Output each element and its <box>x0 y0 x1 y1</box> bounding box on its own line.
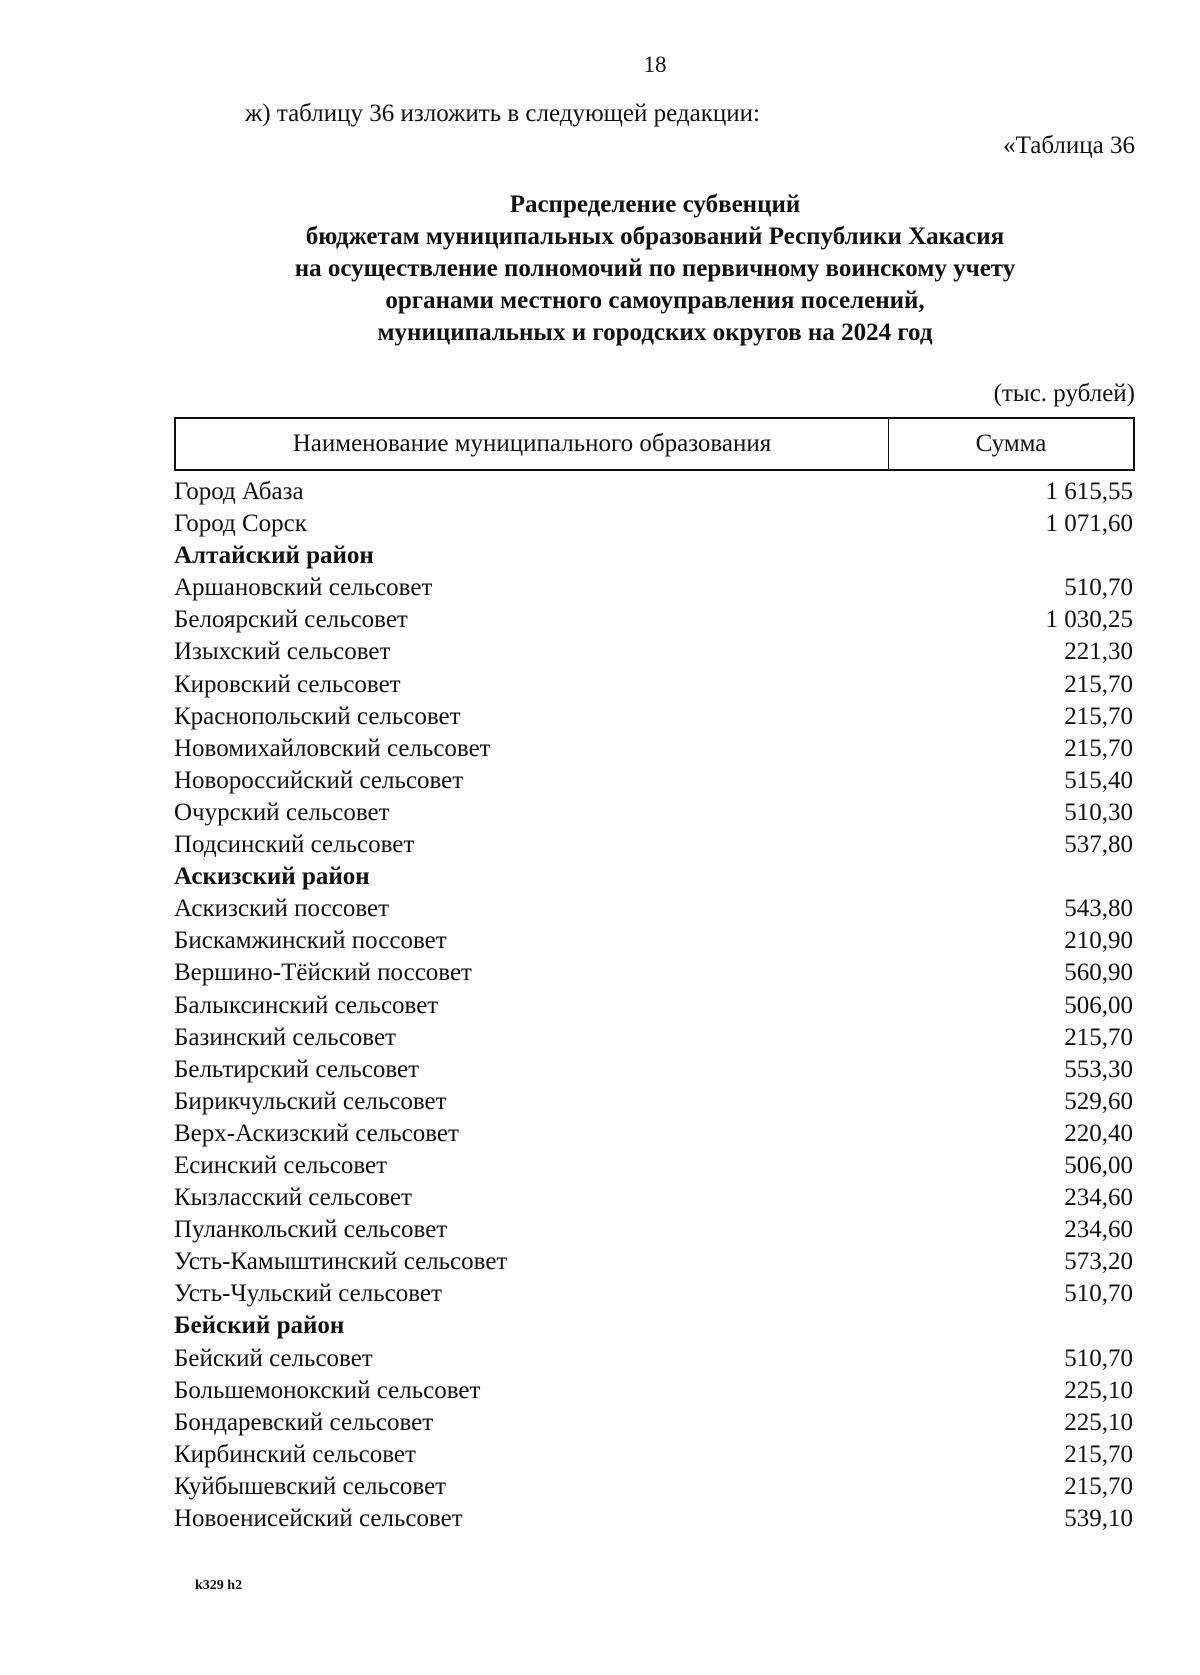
row-name: Усть-Камыштинский сельсовет <box>174 1248 508 1276</box>
table-row <box>174 572 1135 604</box>
table-group-row <box>174 861 1135 893</box>
table-row <box>174 508 1135 540</box>
table-row <box>174 893 1135 925</box>
row-name: Город Сорск <box>174 510 307 538</box>
row-value: 510,70 <box>1064 1280 1133 1308</box>
row-value: 506,00 <box>1064 991 1133 1019</box>
table-row <box>174 765 1135 797</box>
row-value: 215,70 <box>1064 734 1133 762</box>
title-line: Распределение субвенций <box>509 191 801 218</box>
row-value: 515,40 <box>1064 766 1133 794</box>
table-row <box>174 797 1135 829</box>
row-name: Изыхский сельсовет <box>174 638 391 666</box>
row-value: 215,70 <box>1064 670 1133 698</box>
row-value: 510,70 <box>1064 574 1133 602</box>
row-name: Алтайский район <box>174 542 374 570</box>
row-name: Кызласский сельсовет <box>174 1184 412 1212</box>
row-name: Большемонокский сельсовет <box>174 1376 481 1404</box>
table-row <box>174 925 1135 957</box>
row-name: Аскизский район <box>174 863 370 891</box>
table-group-row <box>174 540 1135 572</box>
table-row <box>174 1054 1135 1086</box>
row-value <box>1133 861 1135 893</box>
row-name: Аршановский сельсовет <box>174 574 433 602</box>
row-name: Бельтирский сельсовет <box>174 1055 420 1083</box>
table-row <box>174 1471 1135 1503</box>
row-value: 221,30 <box>1064 638 1133 666</box>
row-value: 537,80 <box>1064 831 1133 859</box>
table-row <box>174 636 1135 668</box>
row-name: Кирбинский сельсовет <box>174 1440 416 1468</box>
table-row <box>174 1214 1135 1246</box>
row-value: 510,30 <box>1064 798 1133 826</box>
table-row <box>174 669 1135 701</box>
row-name: Базинский сельсовет <box>174 1023 396 1051</box>
row-value: 225,10 <box>1064 1408 1133 1436</box>
table-row <box>174 604 1135 636</box>
row-name: Город Абаза <box>174 478 304 505</box>
row-value: 225,10 <box>1064 1376 1133 1404</box>
row-value: 215,70 <box>1064 1023 1133 1051</box>
units-label: (тыс. рублей) <box>993 380 1135 407</box>
table-row <box>174 1118 1135 1150</box>
row-name: Белоярский сельсовет <box>174 606 408 634</box>
table-row <box>174 1246 1135 1278</box>
table-body <box>174 476 1135 1535</box>
row-name: Новороссийский сельсовет <box>174 766 464 794</box>
table-row <box>174 1439 1135 1471</box>
table-label: «Таблица 36 <box>1003 132 1135 159</box>
table-row <box>174 1086 1135 1118</box>
intro-text: ж) таблицу 36 изложить в следующей редакции: <box>245 100 760 127</box>
row-name: Подсинский сельсовет <box>174 831 415 859</box>
row-name: Усть-Чульский сельсовет <box>174 1280 442 1308</box>
row-value: 215,70 <box>1064 1440 1133 1468</box>
table-row <box>174 957 1135 989</box>
table-row <box>174 1150 1135 1182</box>
row-value: 510,70 <box>1064 1344 1133 1372</box>
row-name: Новоенисейский сельсовет <box>174 1505 463 1532</box>
title-line: бюджетам муниципальных образований Республики Хакасия <box>305 223 1005 250</box>
row-value: 543,80 <box>1064 895 1133 923</box>
title-line: органами местного самоуправления поселений, <box>385 287 925 314</box>
row-name: Бейский район <box>174 1312 345 1340</box>
title-line: муниципальных и городских округов на 2024 год <box>377 319 933 346</box>
table-row <box>174 701 1135 733</box>
row-value: 234,60 <box>1064 1184 1133 1212</box>
table-header <box>174 417 1135 471</box>
row-name: Очурский сельсовет <box>174 798 390 826</box>
row-value: 1 615,55 <box>1045 478 1133 505</box>
row-name: Бирикчульский сельсовет <box>174 1087 447 1115</box>
row-name: Балыксинский сельсовет <box>174 991 439 1019</box>
table-title <box>0 189 1200 349</box>
row-value: 210,90 <box>1064 927 1133 955</box>
row-value: 234,60 <box>1064 1216 1133 1244</box>
row-value: 573,20 <box>1064 1248 1133 1276</box>
row-name: Есинский сельсовет <box>174 1151 388 1179</box>
page-number: 18 <box>643 52 667 77</box>
row-name: Бискамжинский поссовет <box>174 927 447 955</box>
row-name: Краснопольский сельсовет <box>174 702 461 730</box>
table-row <box>174 1022 1135 1054</box>
footer-code: k329 h2 <box>195 1578 243 1593</box>
table-row <box>174 1503 1135 1535</box>
table-row <box>174 733 1135 765</box>
row-value: 1 071,60 <box>1045 510 1133 538</box>
row-value: 553,30 <box>1064 1055 1133 1083</box>
row-name: Пуланкольский сельсовет <box>174 1216 448 1244</box>
row-name: Куйбышевский сельсовет <box>174 1472 447 1500</box>
table-row <box>174 990 1135 1022</box>
row-value: 560,90 <box>1064 959 1133 987</box>
row-value: 215,70 <box>1064 1472 1133 1500</box>
table-row <box>174 1182 1135 1214</box>
row-value: 215,70 <box>1064 702 1133 730</box>
row-value: 1 030,25 <box>1045 606 1133 634</box>
row-name: Бондаревский сельсовет <box>174 1408 434 1436</box>
row-name: Аскизский поссовет <box>174 895 390 923</box>
header-sum-cell: Сумма <box>975 430 1047 457</box>
row-name: Вершино-Тёйский поссовет <box>174 959 472 987</box>
row-value: 506,00 <box>1064 1151 1133 1179</box>
row-value: 539,10 <box>1064 1505 1133 1532</box>
table-group-row <box>174 1310 1135 1342</box>
header-name-cell: Наименование муниципального образования <box>176 419 889 469</box>
table-row <box>174 1278 1135 1310</box>
row-value: 529,60 <box>1064 1087 1133 1115</box>
table-row <box>174 1375 1135 1407</box>
table-row <box>174 829 1135 861</box>
row-name: Новомихайловский сельсовет <box>174 734 491 762</box>
table-row <box>174 1343 1135 1375</box>
row-value <box>1133 1310 1135 1342</box>
title-line: на осуществление полномочий по первичному воинскому учету <box>294 255 1016 282</box>
row-name: Кировский сельсовет <box>174 670 401 698</box>
row-name: Верх-Аскизский сельсовет <box>174 1119 459 1147</box>
row-name: Бейский сельсовет <box>174 1344 373 1372</box>
row-value <box>1133 540 1135 572</box>
row-value: 220,40 <box>1064 1119 1133 1147</box>
table-row <box>174 476 1135 508</box>
table-row <box>174 1407 1135 1439</box>
